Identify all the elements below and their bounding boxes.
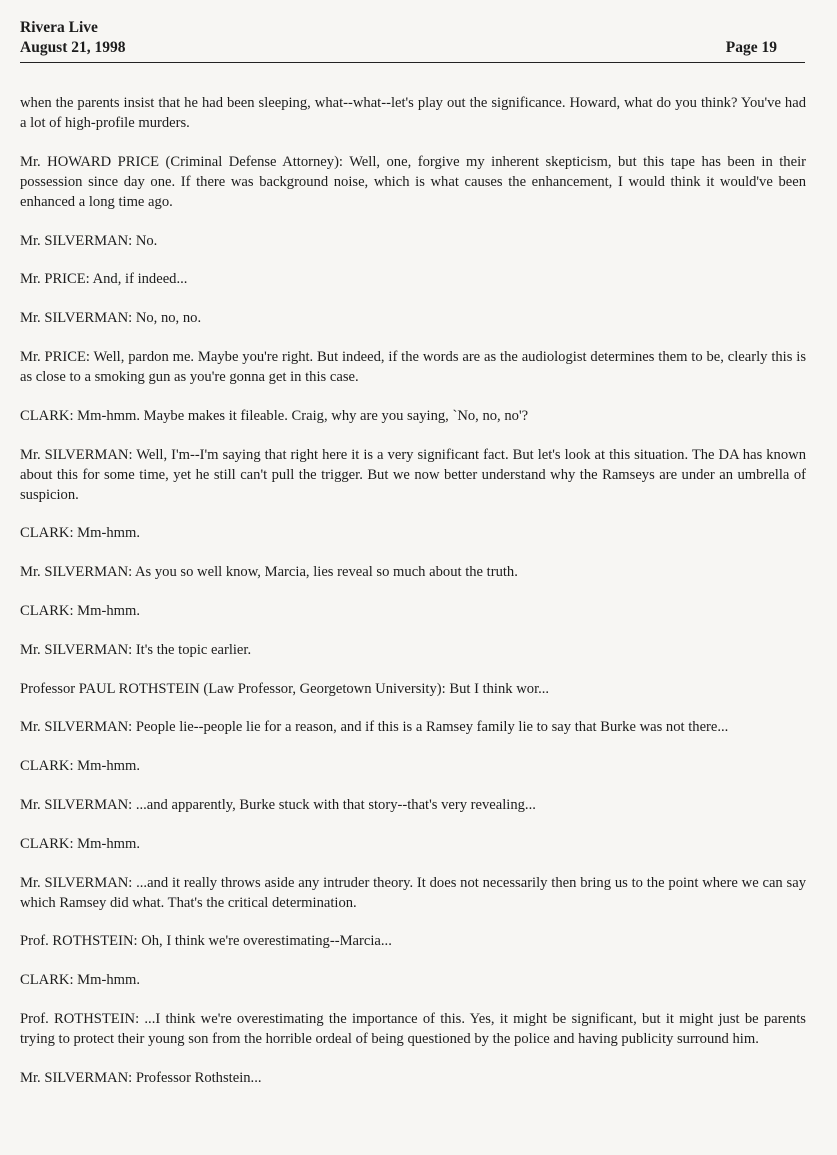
page-header — [20, 15, 805, 63]
transcript-paragraph: Mr. SILVERMAN: As you so well know, Marcia, lies reveal so much about the truth. — [20, 564, 518, 581]
transcript-paragraph: Prof. ROTHSTEIN: ...I think we're overestimating the importance of this. Yes, it might be significant, but it might just be parents trying to protect their young son from the horrible ordeal of being questioned by the police and having publicity surround him. — [20, 1010, 806, 1047]
transcript-paragraph: Mr. PRICE: Well, pardon me. Maybe you're right. But indeed, if the words are as the audiologist determines them to be, clearly this is as close to a smoking gun as you're gonna get in this case. — [20, 348, 806, 385]
transcript-paragraph: CLARK: Mm-hmm. — [20, 835, 140, 852]
transcript-body — [20, 93, 806, 1088]
transcript-paragraph: Prof. ROTHSTEIN: Oh, I think we're overestimating--Marcia... — [20, 933, 392, 950]
transcript-paragraph: CLARK: Mm-hmm. — [20, 972, 140, 989]
transcript-paragraph: CLARK: Mm-hmm. Maybe makes it fileable. Craig, why are you saying, `No, no, no'? — [20, 407, 529, 424]
transcript-paragraph: Mr. SILVERMAN: No, no, no. — [20, 310, 202, 327]
transcript-paragraph: CLARK: Mm-hmm. — [20, 525, 140, 542]
transcript-paragraph: Mr. SILVERMAN: ...and it really throws aside any intruder theory. It does not necessarily then bring us to the point where we can say which Ramsey did what. That's the critical determination. — [20, 874, 806, 911]
show-title: Rivera Live — [20, 19, 98, 36]
transcript-paragraph: Mr. SILVERMAN: Professor Rothstein... — [20, 1069, 262, 1086]
transcript-paragraph: Mr. PRICE: And, if indeed... — [20, 271, 188, 288]
transcript-paragraph: Mr. SILVERMAN: No. — [20, 232, 158, 249]
transcript-paragraph: Mr. SILVERMAN: People lie--people lie for a reason, and if this is a Ramsey family lie to say that Burke was not there... — [20, 719, 729, 736]
page-number: Page 19 — [725, 39, 777, 56]
transcript-paragraph: when the parents insist that he had been sleeping, what--what--let's play out the significance. Howard, what do you think? You've had a lot of high-profile murders. — [20, 95, 806, 131]
transcript-paragraph: Mr. SILVERMAN: It's the topic earlier. — [20, 641, 252, 658]
transcript-paragraph: Mr. HOWARD PRICE (Criminal Defense Attorney): Well, one, forgive my inherent skepticism, but this tape has been in their possession since day one. If there was background noise, which is what causes the enhancement, I would think it would've been enhanced a long time ago. — [20, 153, 806, 210]
broadcast-date: August 21, 1998 — [20, 39, 126, 56]
transcript-paragraph: CLARK: Mm-hmm. — [20, 602, 140, 619]
transcript-paragraph: Professor PAUL ROTHSTEIN (Law Professor, Georgetown University): But I think wor... — [20, 680, 550, 697]
transcript-paragraph: Mr. SILVERMAN: Well, I'm--I'm saying that right here it is a very significant fact. But let's look at this situation. The DA has known about this for some time, yet he still can't pull the trigger. But we now better understand why the Ramseys are under an umbrella of suspicion. — [20, 446, 806, 503]
transcript-paragraph: Mr. SILVERMAN: ...and apparently, Burke stuck with that story--that's very revealing... — [20, 796, 536, 813]
transcript-paragraph: CLARK: Mm-hmm. — [20, 758, 140, 775]
